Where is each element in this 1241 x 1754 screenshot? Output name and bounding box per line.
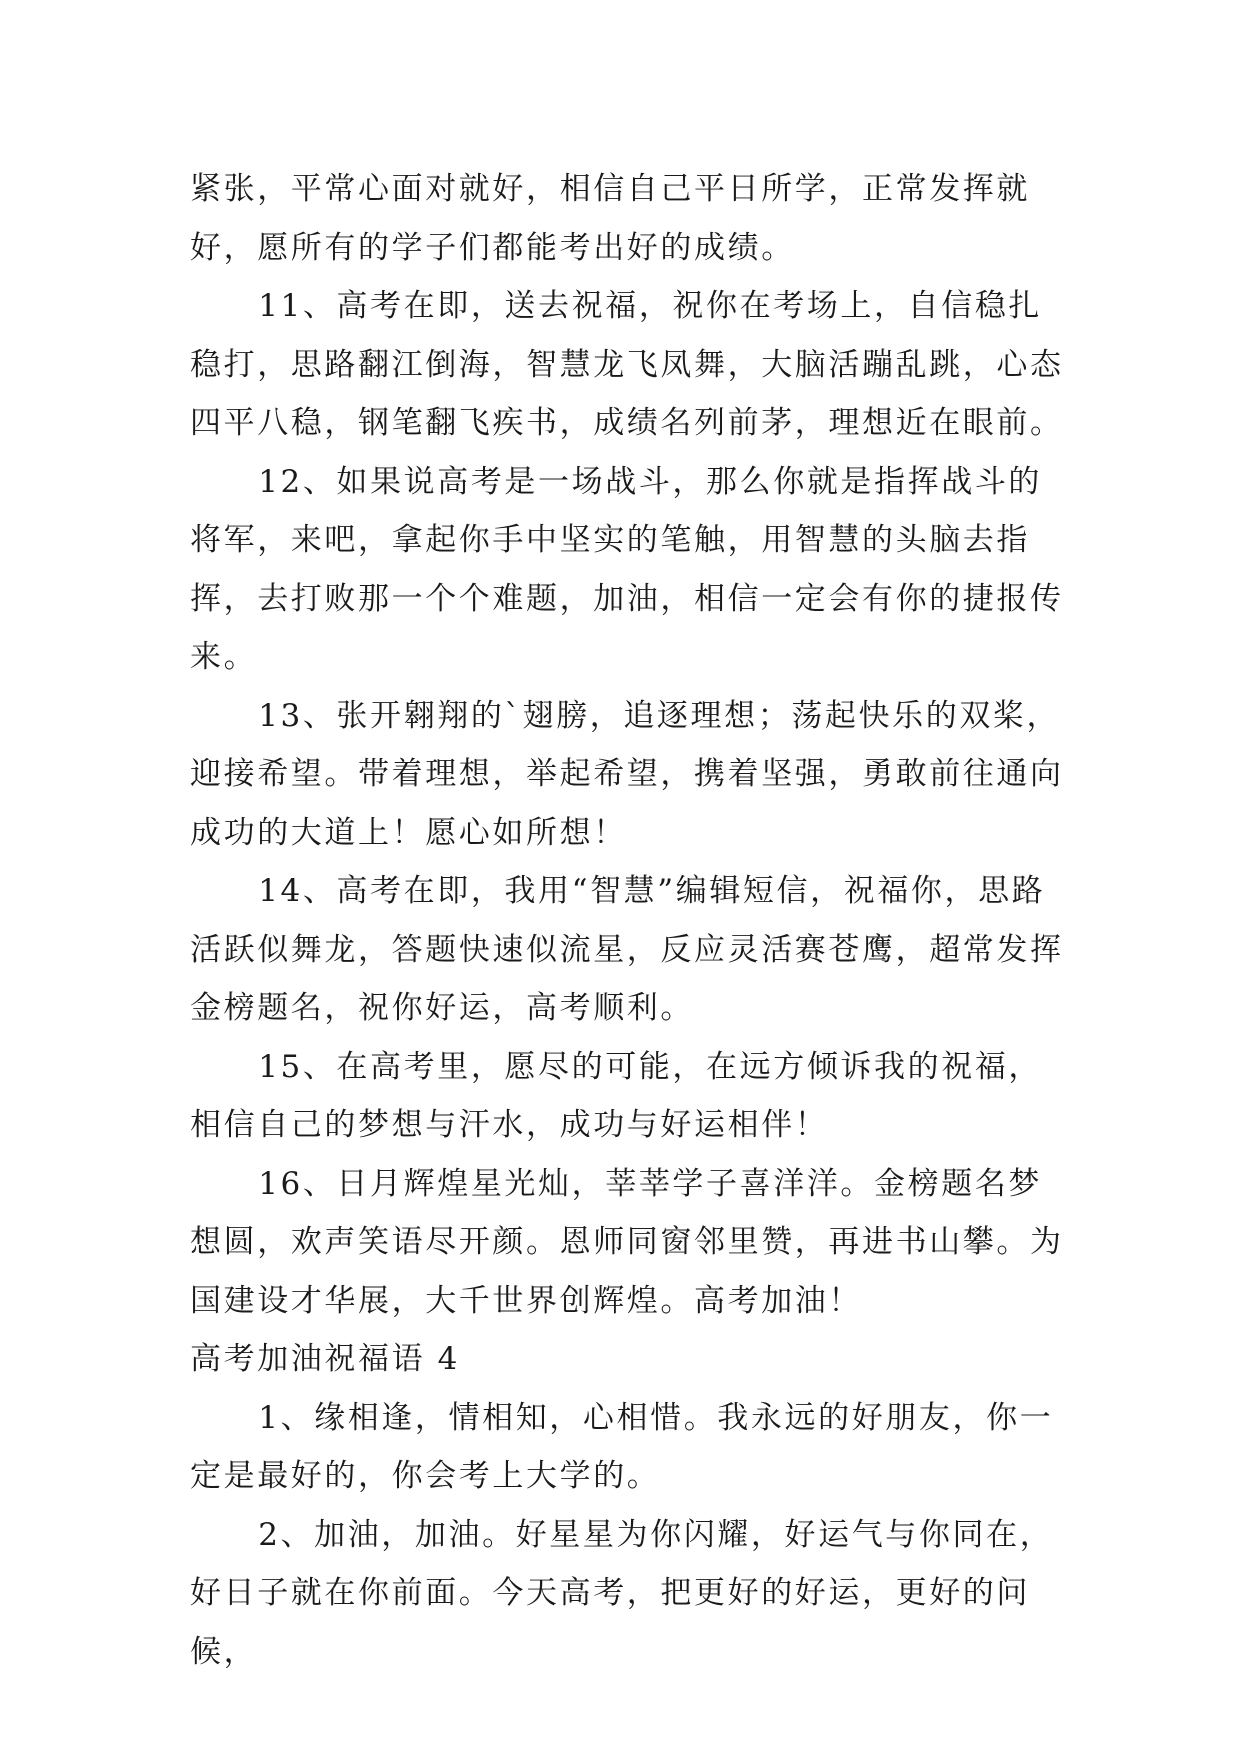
- section-heading: 高考加油祝福语 4: [190, 1341, 460, 1377]
- wish-item-12: 12、如果说高考是一场战斗，那么你就是指挥战斗的将军，来吧，拿起你手中坚实的笔触，用智慧的头脑去指挥，去打败那一个个难题，加油，相信一定会有你的捷报传来。: [190, 463, 1064, 675]
- continuation-paragraph: 紧张，平常心面对就好，相信自己平日所学，正常发挥就好，愿所有的学子们都能考出好的成绩。: [190, 171, 1030, 266]
- wish-item-14: 14、高考在即，我用“智慧”编辑短信，祝福你，思路活跃似舞龙，答题快速似流星，反应灵活赛苍鹰，超常发挥金榜题名，祝你好运，高考顺利。: [190, 873, 1064, 1026]
- wish-item-2: 2、加油，加油。好星星为你闪耀，好运气与你同在，好日子就在你前面。今天高考，把更好的好运，更好的问候，: [190, 1516, 1054, 1670]
- wish-item-15: 15、在高考里，愿尽的可能，在远方倾诉我的祝福，相信自己的梦想与汗水，成功与好运相伴！: [190, 1048, 1043, 1143]
- wish-item-13: 13、张开翱翔的`翅膀，追逐理想；荡起快乐的双桨，迎接希望。带着理想，举起希望，携着坚强，勇敢前往通向成功的大道上！愿心如所想！: [190, 697, 1064, 851]
- wish-item-1: 1、缘相逢，情相知，心相惜。我永远的好朋友，你一定是最好的，你会考上大学的。: [190, 1399, 1054, 1494]
- wish-item-11: 11、高考在即，送去祝福，祝你在考场上，自信稳扎稳打，思路翻江倒海，智慧龙飞凤舞，大脑活蹦乱跳，心态四平八稳，钢笔翻飞疾书，成绩名列前茅，理想近在眼前。: [190, 288, 1064, 441]
- wish-item-16: 16、日月辉煌星光灿，莘莘学子喜洋洋。金榜题名梦想圆，欢声笑语尽开颜。恩师同窗邻里赞，再进书山攀。为国建设才华展，大千世界创辉煌。高考加油！: [190, 1165, 1064, 1319]
- document-body: [190, 160, 1070, 1681]
